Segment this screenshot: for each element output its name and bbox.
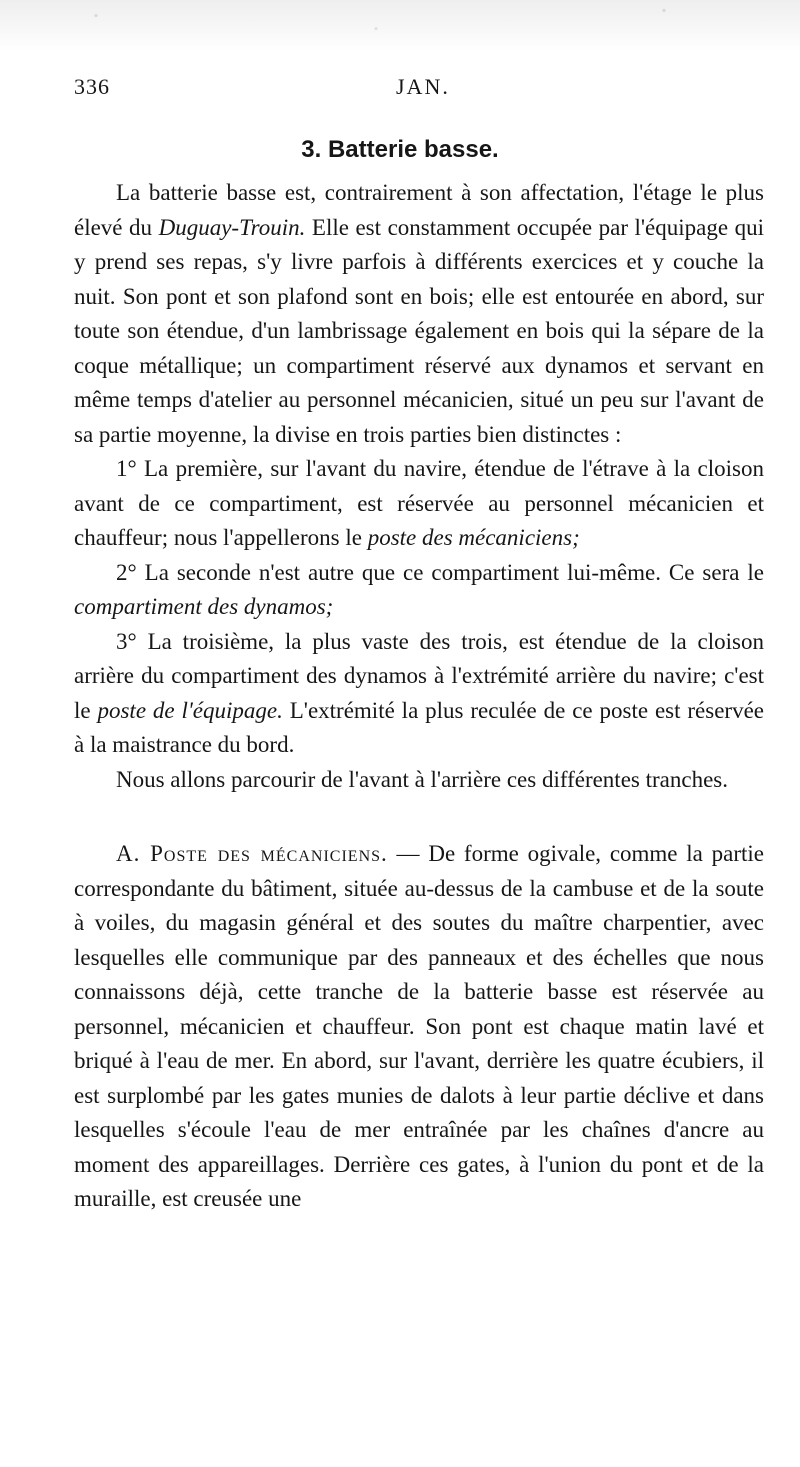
running-title: JAN. [396, 74, 450, 99]
ship-name: Duguay-Trouin. [158, 214, 306, 240]
paragraph-subsection-a: A. Poste des mécaniciens. — De forme ogivale, comme la partie correspondante du bâtiment, située au-dessus de la cambuse et de la soute à voiles, du magasin général et des soutes du maître charpentier, avec lesquelles elle communique par des panneaux et des échelles que nous connaissons déjà, cette tranche de la batterie basse est réservée au personnel, mécanicien et chauffeur. Son pont est chaque matin lavé et briqué à l'eau de mer. En abord, sur l'avant, derrière les quatre écubiers, il est surplombé par les gates munies de dalots à leur partie déclive et dans lesquelles s'écoule l'eau de mer entraînée par les chaînes d'ancre au moment des appareillages. Derrière ces gates, à l'union du pont et de la muraille, est creusée une [74, 841, 765, 1211]
running-head [74, 74, 764, 104]
paragraph-transition: Nous allons parcourir de l'avant à l'arrière ces différentes tranches. [116, 766, 728, 792]
term-poste-equipage: poste de l'équipage. [97, 697, 283, 723]
page-top-edge [0, 0, 800, 52]
subsection-heading: A. Poste des mécaniciens. [116, 841, 388, 866]
term-poste-mecaniciens: poste des mécaniciens; [367, 525, 580, 550]
paragraph-third-section: 3° La troisième, la plus vaste des trois, est étendue de la cloison arrière du compartiment des dynamos à l'extrémité arrière du navire; c'est le poste de l'équipage. L'extrémité la plus reculée de ce poste est réservée à la maistrance du bord. [74, 628, 764, 757]
subsection-text: De forme ogivale, comme la partie correspondante du bâtiment, située au-dessus de la cambuse et de la soute à voiles, du magasin général et des soutes du maître charpentier, avec lesquelles elle communique par des panneaux et des échelles que nous connaissons déjà, cette tranche de la batterie basse est réservée au personnel, mécanicien et chauffeur. Son pont est chaque matin lavé et briqué à l'eau de mer. En abord, sur l'avant, derrière les quatre écubiers, il est surplombé par les gates munies de dalots à leur partie déclive et dans lesquelles s'écoule l'eau de mer entraînée par les chaînes d'ancre au moment des appareillages. Derrière ces gates, à l'union du pont et de la muraille, est creusée une [74, 841, 765, 1211]
paragraph-second-section: 2° La seconde n'est autre que ce compartiment lui-même. Ce sera le compartiment des dynamos; [74, 559, 764, 619]
section-gap [74, 797, 764, 837]
body-text [74, 176, 764, 1217]
term-compartiment-dynamos: compartiment des dynamos; [74, 594, 334, 619]
paragraph-first-section: 1° La première, sur l'avant du navire, étendue de l'étrave à la cloison avant de ce compartiment, est réservée au personnel mécanicien et chauffeur; nous l'appellerons le poste des mécaniciens; [74, 456, 764, 550]
section-title: 3. Batterie basse. [301, 136, 499, 163]
page-number: 336 [74, 74, 110, 99]
paragraph-intro: La batterie basse est, contrairement à son affectation, l'étage le plus élevé du Duguay-Trouin. Elle est constamment occupée par l'équipage qui y prend ses repas, s'y livre parfois à différents exercices et y couche la nuit. Son pont et son plafond sont en bois; elle est entourée en abord, sur toute son étendue, d'un lambrissage également en bois qui la sépare de la coque métallique; un compartiment réservé aux dynamos et servant en même temps d'atelier au personnel mécanicien, situé un peu sur l'avant de sa partie moyenne, la divise en trois parties bien distinctes : [74, 180, 765, 447]
